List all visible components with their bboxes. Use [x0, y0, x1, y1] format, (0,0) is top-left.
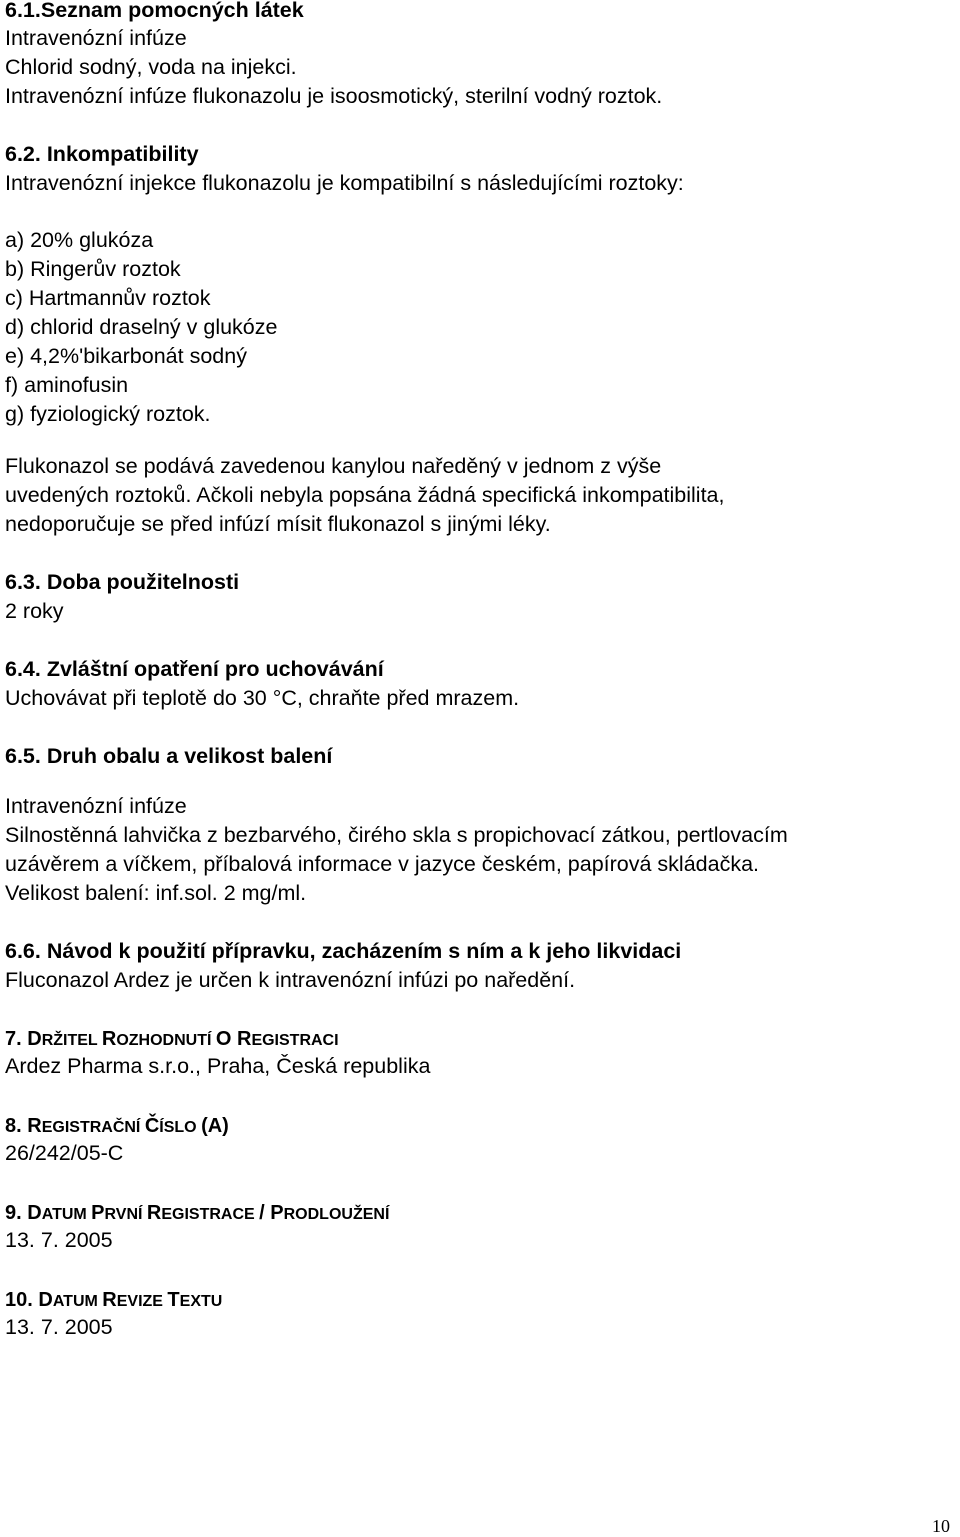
section-10-heading: 10. DATUM REVIZE TEXTU [5, 1289, 223, 1311]
section-9-heading: 9. DATUM PRVNÍ REGISTRACE / PRODLOUŽENÍ [5, 1202, 390, 1224]
text-line: Intravenózní infúze [5, 794, 187, 818]
text-line: uvedených roztoků. Ačkoli nebyla popsána žádná specifická inkompatibilita, [5, 483, 725, 507]
text-line: uzávěrem a víčkem, příbalová informace v jazyce českém, papírová skládačka. [5, 852, 760, 876]
list-item: g) fyziologický roztok. [5, 402, 211, 426]
page-number: 10 [932, 1516, 950, 1536]
text-line: Intravenózní infúze [5, 26, 187, 50]
text-line: Intravenózní infúze flukonazolu je isoosmotický, sterilní vodný roztok. [5, 84, 663, 108]
section-6-4-heading: 6.4. Zvláštní opatření pro uchovávání [5, 657, 384, 681]
section-6-5-heading: 6.5. Druh obalu a velikost balení [5, 744, 333, 768]
text-line: 26/242/05-C [5, 1141, 124, 1165]
list-item: a) 20% glukóza [5, 228, 154, 252]
section-8-heading: 8. REGISTRAČNÍ ČÍSLO (A) [5, 1115, 229, 1137]
text-line: 2 roky [5, 599, 64, 623]
list-item: e) 4,2%'bikarbonát sodný [5, 344, 247, 368]
text-line: Fluconazol Ardez je určen k intravenózní infúzi po naředění. [5, 968, 576, 992]
text-line: Uchovávat při teplotě do 30 °C, chraňte před mrazem. [5, 686, 520, 710]
section-6-6-heading: 6.6. Návod k použití přípravku, zacházením s ním a k jeho likvidaci [5, 939, 682, 963]
text-line: 13. 7. 2005 [5, 1315, 113, 1339]
text-line: Chlorid sodný, voda na injekci. [5, 55, 297, 79]
list-item: d) chlorid draselný v glukóze [5, 315, 278, 339]
text-line: Flukonazol se podává zavedenou kanylou naředěný v jednom z výše [5, 454, 662, 478]
list-item: c) Hartmannův roztok [5, 286, 211, 310]
text-line: Velikost balení: inf.sol. 2 mg/ml. [5, 881, 307, 905]
text-line: Ardez Pharma s.r.o., Praha, Česká republika [5, 1054, 431, 1078]
section-6-1-heading: 6.1.Seznam pomocných látek [5, 0, 304, 22]
text-line: Intravenózní injekce flukonazolu je kompatibilní s následujícími roztoky: [5, 171, 684, 195]
list-item: f) aminofusin [5, 373, 129, 397]
text-line: 13. 7. 2005 [5, 1228, 113, 1252]
text-line: Silnostěnná lahvička z bezbarvého, čirého skla s propichovací zátkou, pertlovacím [5, 823, 788, 847]
text-line: nedoporučuje se před infúzí mísit flukonazol s jinými léky. [5, 512, 551, 536]
section-7-heading: 7. DRŽITEL ROZHODNUTÍ O REGISTRACI [5, 1028, 339, 1050]
section-6-3-heading: 6.3. Doba použitelnosti [5, 570, 240, 594]
section-6-2-heading: 6.2. Inkompatibility [5, 142, 199, 166]
list-item: b) Ringerův roztok [5, 257, 181, 281]
